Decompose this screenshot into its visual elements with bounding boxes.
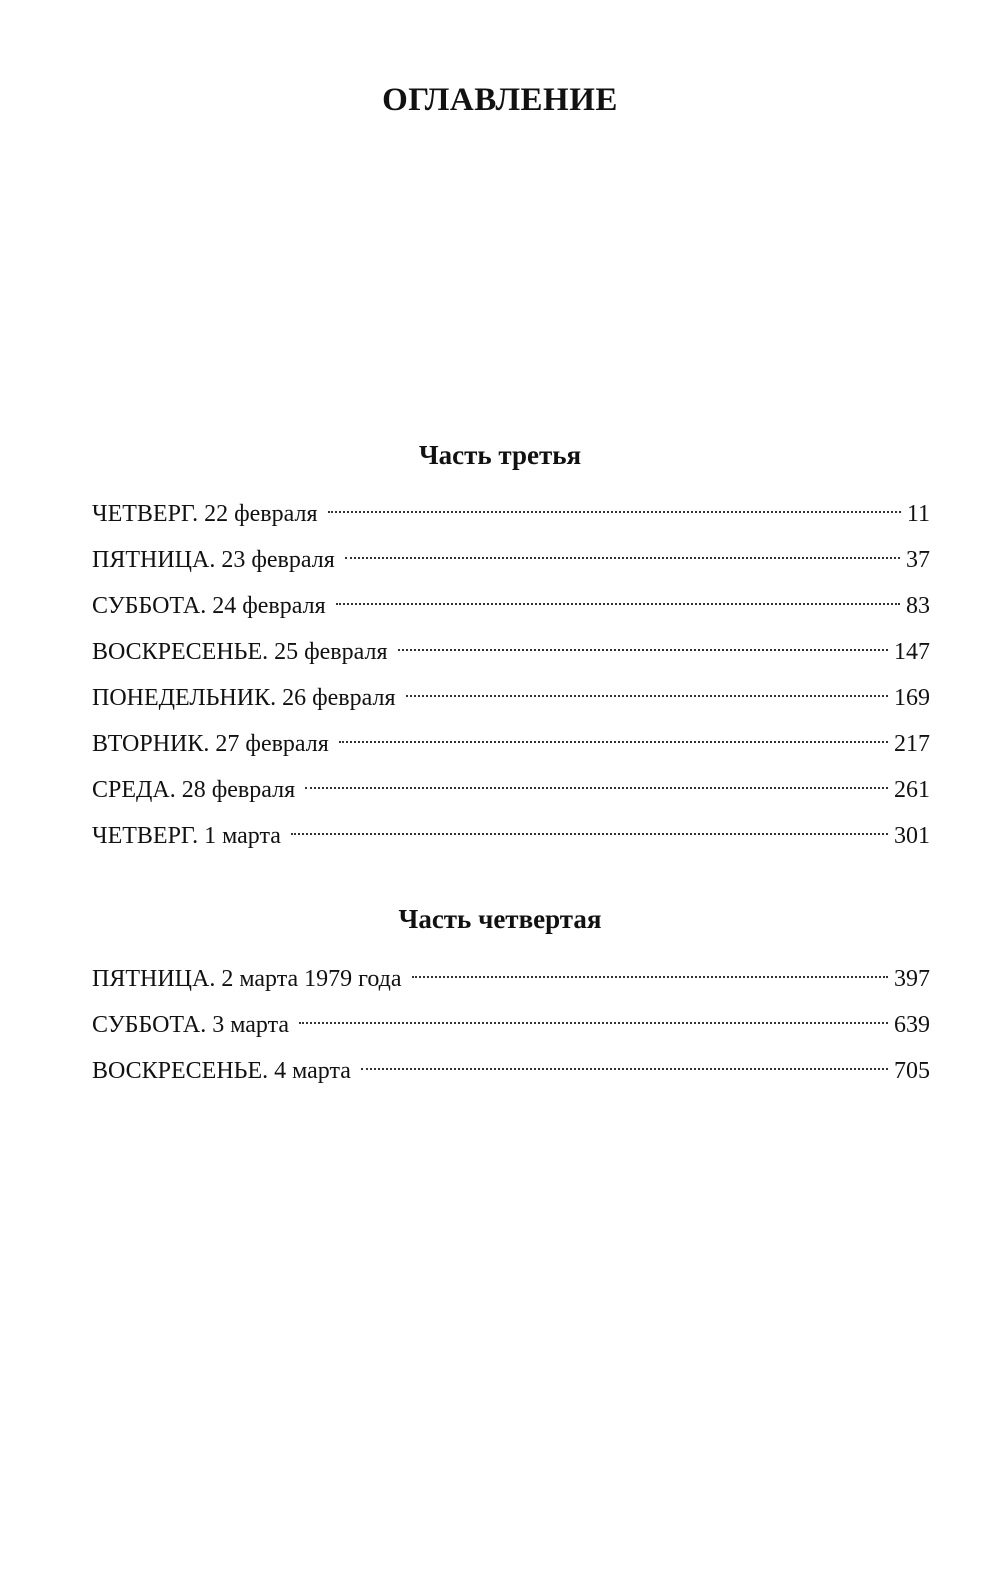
toc-entry bbox=[92, 721, 930, 767]
toc-list-part-3 bbox=[92, 491, 930, 859]
dot-leader bbox=[412, 956, 888, 986]
toc-entry bbox=[92, 537, 930, 583]
toc-entry-label: ПОНЕДЕЛЬНИК. 26 февраля bbox=[92, 685, 396, 711]
toc-entry bbox=[92, 956, 930, 1002]
toc-entry-label: СРЕДА. 28 февраля bbox=[92, 777, 296, 803]
toc-entry-page: 217 bbox=[894, 731, 930, 757]
toc-entry-page: 11 bbox=[906, 501, 930, 527]
dot-leader bbox=[299, 1002, 888, 1032]
toc-entry bbox=[92, 813, 930, 859]
toc-entry bbox=[92, 1002, 930, 1048]
toc-entry-page: 83 bbox=[906, 593, 930, 619]
dot-leader bbox=[406, 675, 888, 705]
page-title: ОГЛАВЛЕНИЕ bbox=[382, 82, 618, 118]
toc-entry-label: ВОСКРЕСЕНЬЕ. 25 февраля bbox=[92, 639, 388, 665]
part-heading-4: Часть четвертая bbox=[398, 904, 602, 934]
toc-entry-label: ВОСКРЕСЕНЬЕ. 4 марта bbox=[92, 1058, 351, 1084]
toc-entry bbox=[92, 767, 930, 813]
part-heading-3: Часть третья bbox=[418, 440, 582, 470]
toc-entry bbox=[92, 629, 930, 675]
toc-entry-page: 147 bbox=[894, 639, 930, 665]
dot-leader bbox=[398, 629, 888, 659]
toc-entry-label: ВТОРНИК. 27 февраля bbox=[92, 731, 329, 757]
toc-entry bbox=[92, 1048, 930, 1094]
dot-leader bbox=[291, 813, 888, 843]
toc-entry-page: 37 bbox=[906, 547, 930, 573]
toc-entry-label: ЧЕТВЕРГ. 1 марта bbox=[92, 823, 281, 849]
dot-leader bbox=[336, 583, 900, 613]
toc-entry-label: ПЯТНИЦА. 2 марта 1979 года bbox=[92, 966, 402, 992]
toc-entry-label: ПЯТНИЦА. 23 февраля bbox=[92, 547, 335, 573]
dot-leader bbox=[345, 537, 900, 567]
dot-leader bbox=[328, 491, 901, 521]
toc-entry-label: СУББОТА. 3 марта bbox=[92, 1012, 290, 1038]
toc-entry-page: 169 bbox=[894, 685, 930, 711]
toc-entry bbox=[92, 675, 930, 721]
toc-entry-page: 301 bbox=[894, 823, 930, 849]
dot-leader bbox=[361, 1048, 888, 1078]
toc-list-part-4 bbox=[92, 956, 930, 1094]
toc-entry-page: 261 bbox=[894, 777, 930, 803]
toc-entry-label: ЧЕТВЕРГ. 22 февраля bbox=[92, 501, 318, 527]
toc-entry bbox=[92, 583, 930, 629]
dot-leader bbox=[305, 767, 888, 797]
toc-entry-page: 705 bbox=[894, 1058, 930, 1084]
toc-entry bbox=[92, 491, 930, 537]
toc-entry-label: СУББОТА. 24 февраля bbox=[92, 593, 326, 619]
toc-entry-page: 397 bbox=[894, 966, 930, 992]
dot-leader bbox=[339, 721, 888, 751]
toc-entry-page: 639 bbox=[894, 1012, 930, 1038]
